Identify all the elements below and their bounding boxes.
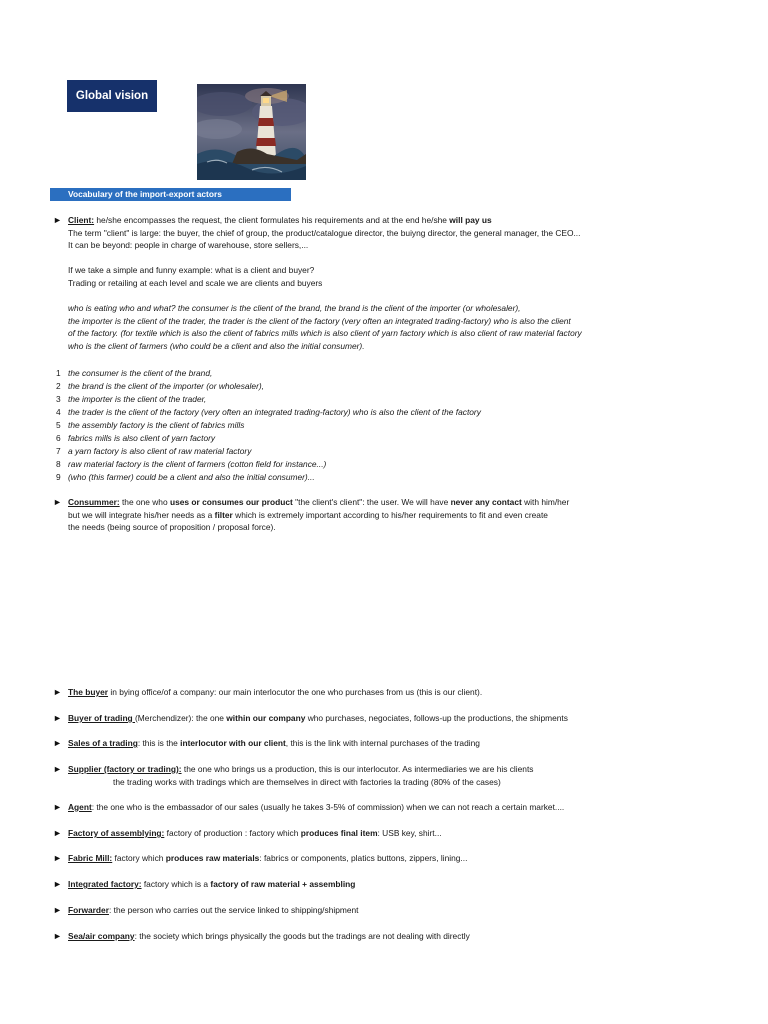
bullet-arrow-icon: ► xyxy=(53,713,62,723)
bullet-arrow-icon: ► xyxy=(53,879,62,889)
lighthouse-image xyxy=(197,84,306,180)
consumer-section: Consummer: the one who uses or consumes our product "the client's client": the user. We will have never any contact with him/her but we will integrate his/her needs as a filter which is extremely important according to his/her requirements to fit and even create the needs (being source of proposition / proposal force). xyxy=(68,497,570,533)
definition-buyer: The buyer in bying office/of a company: our main interlocutor the one who purchases from us (this is our client). xyxy=(68,687,483,697)
bullet-arrow-icon: ► xyxy=(53,687,62,697)
definition-forwarder: Forwarder: the person who carries out the service linked to shipping/shipment xyxy=(68,905,359,915)
list-item: the importer is the client of the trader, xyxy=(68,394,207,404)
list-number: 2 xyxy=(56,381,61,391)
list-item: the trader is the client of the factory (very often an integrated trading-factory) who is also the client of the factory xyxy=(68,407,481,417)
list-number: 3 xyxy=(56,394,61,404)
list-number: 6 xyxy=(56,433,61,443)
definition-factory-of-assemblying: Factory of assemblying: factory of production : factory which produces final item: USB key, shirt... xyxy=(68,828,442,838)
client-term: Client: xyxy=(68,215,95,225)
bullet-arrow-icon: ► xyxy=(53,853,62,863)
list-number: 9 xyxy=(56,472,61,482)
bullet-arrow-icon: ► xyxy=(53,738,62,748)
list-number: 7 xyxy=(56,446,61,456)
list-number: 5 xyxy=(56,420,61,430)
section-header: Vocabulary of the import-export actors xyxy=(50,188,291,201)
bullet-arrow-icon: ► xyxy=(53,215,62,225)
bullet-arrow-icon: ► xyxy=(53,828,62,838)
list-item: a yarn factory is also client of raw material factory xyxy=(68,446,252,456)
bullet-arrow-icon: ► xyxy=(53,905,62,915)
definition-sea-air-company: Sea/air company: the society which brings physically the goods but the tradings are not dealing with directly xyxy=(68,931,470,941)
list-item: the consumer is the client of the brand, xyxy=(68,368,213,378)
list-item: the brand is the client of the importer (or wholesaler), xyxy=(68,381,264,391)
list-number: 1 xyxy=(56,368,61,378)
definition-buyer-of-trading: Buyer of trading (Merchendizer): the one within our company who purchases, negociates, follows-up the productions, the shipments xyxy=(68,713,568,723)
bullet-arrow-icon: ► xyxy=(53,931,62,941)
list-number: 8 xyxy=(56,459,61,469)
bullet-arrow-icon: ► xyxy=(53,802,62,812)
client-section: Client: he/she encompasses the request, the client formulates his requirements and at the end he/she will pay us The term "client" is large: the buyer, the chief of group, the product/catalogue director, the buiyng director, the general manager, the CEO... It can be beyond: people in charge of warehouse, store sellers,... If we take a simple and funny example: what is a client and buyer? Trading or retailing at each level and scale we are clients and buyers who is eating who and what? the consumer is the client of the brand, the brand is the client of the importer (or wholesaler), the importer is the client of the trader, the trader is the client of the factory (very often an integrated trading-factory) who is also the client of the factory. (for textile which is also the client of fabrics mills which is also client of yarn factory which is also client of raw material factory who is the client of farmers (who could be a client and also the initial consumer). xyxy=(68,215,582,351)
consumer-term: Consummer: xyxy=(68,497,120,507)
bullet-arrow-icon: ► xyxy=(53,497,62,507)
list-item: raw material factory is the client of farmers (cotton field for instance...) xyxy=(68,459,327,469)
list-item: fabrics mills is also client of yarn factory xyxy=(68,433,216,443)
definition-integrated-factory: Integrated factory: factory which is a factory of raw material + assembling xyxy=(68,879,356,889)
list-item: the assembly factory is the client of fabrics mills xyxy=(68,420,245,430)
definition-sales-of-trading: Sales of a trading: this is the interlocutor with our client, this is the link with internal purchases of the trading xyxy=(68,738,480,748)
list-number: 4 xyxy=(56,407,61,417)
definition-supplier-note: the trading works with tradings which are themselves in direct with factories la trading (80% of the cases) xyxy=(113,777,501,787)
definition-agent: Agent: the one who is the embassador of our sales (usually he takes 3-5% of commission) when we can not reach a certain market.... xyxy=(68,802,565,812)
definition-fabric-mill: Fabric Mill: factory which produces raw materials: fabrics or components, platics buttons, zippers, lining... xyxy=(68,853,468,863)
list-item: (who (this farmer) could be a client and also the initial consumer)... xyxy=(68,472,315,482)
definition-supplier: Supplier (factory or trading): the one who brings us a production, this is our interlocutor. As intermediaries we are his clients xyxy=(68,764,534,774)
bullet-arrow-icon: ► xyxy=(53,764,62,774)
page-title: Global vision xyxy=(67,80,157,112)
